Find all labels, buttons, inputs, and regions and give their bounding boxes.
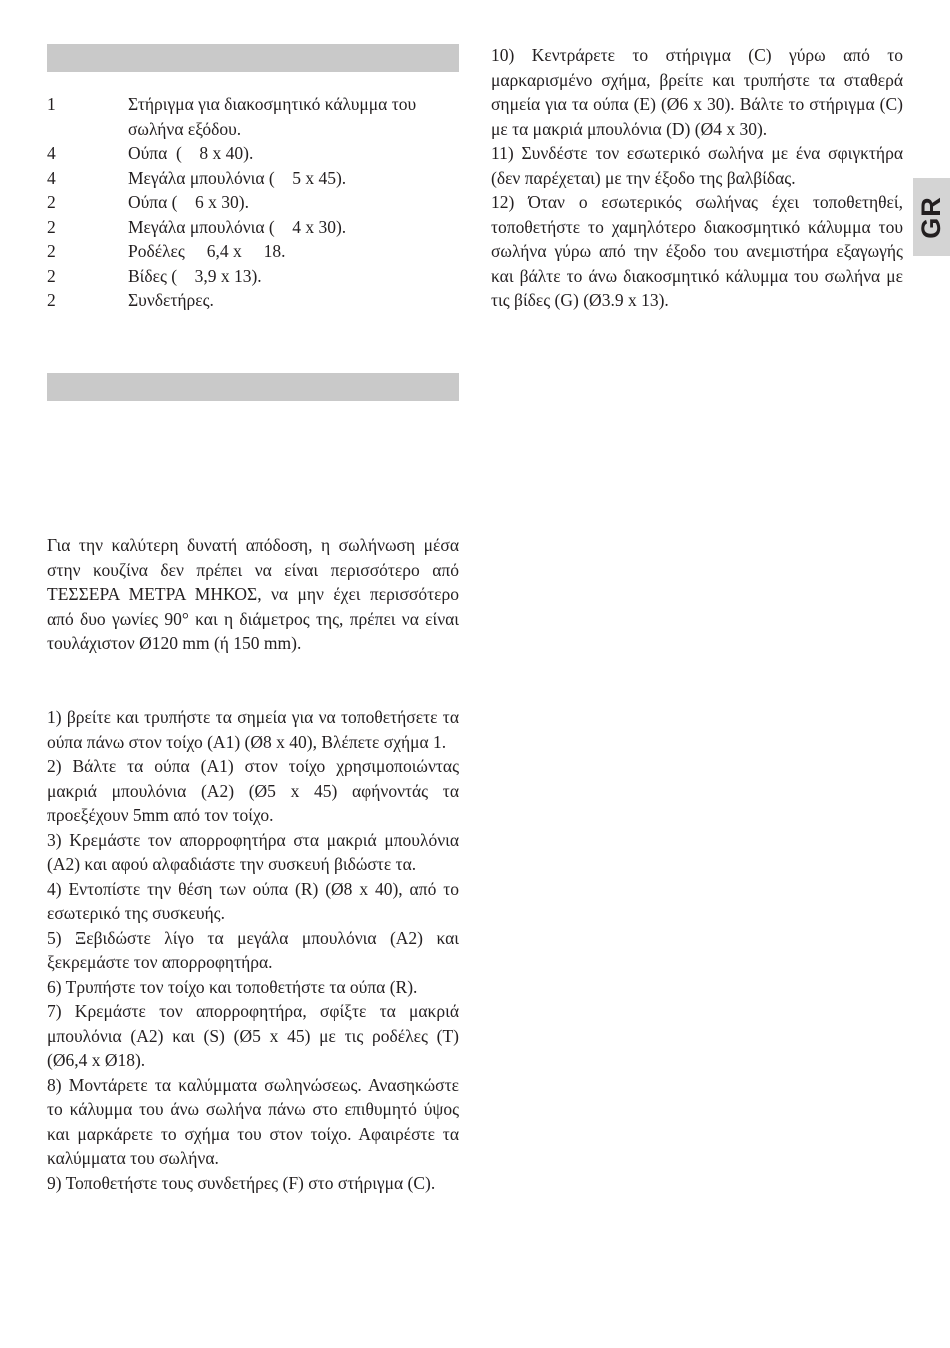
installation-steps-right bbox=[491, 43, 903, 313]
step-paragraph: 3) Κρεμάστε τον απορροφητήρα στα μακριά μπουλόνια (A2) και αφού αλφαδιάστε την συσκευή βιδώστε τα. bbox=[47, 829, 459, 874]
part-description: Μεγάλα μπουλόνια ( 5 x 45). bbox=[128, 167, 347, 188]
step-paragraph: 5) Ξεβιδώστε λίγο τα μεγάλα μπουλόνια (A2) και ξεκρεμάστε τον απορροφητήρα. bbox=[47, 927, 459, 972]
list-item bbox=[47, 215, 459, 240]
part-description: Βίδες ( 3,9 x 13). bbox=[128, 265, 262, 286]
step-paragraph: 10) Κεντράρετε το στήριγμα (C) γύρω από το μαρκαρισμένο σχήμα, βρείτε και τρυπήστε τα σταθερά σημεία για τα ούπα (E) (Ø6 x 30). Βάλτε το στήριγμα (C) με τα μακριά μπουλόνια (D) (Ø4 x 30). bbox=[491, 45, 903, 139]
part-quantity: 4 bbox=[47, 143, 56, 163]
part-quantity: 2 bbox=[47, 290, 56, 310]
step-paragraph: 1) βρείτε και τρυπήστε τα σημεία για να τοποθετήσετε τα ούπα πάνω στον τοίχο (A1) (Ø8 x 40), Βλέπετε σχήμα 1. bbox=[47, 707, 459, 752]
section-header-bar-installation bbox=[47, 373, 459, 401]
part-quantity: 2 bbox=[47, 241, 56, 261]
language-tab-label: GR bbox=[916, 195, 946, 239]
part-quantity: 2 bbox=[47, 216, 56, 237]
part-quantity: 2 bbox=[47, 192, 56, 212]
components-list bbox=[47, 92, 459, 313]
step-paragraph: 12) Όταν ο εσωτερικός σωλήνας έχει τοποθετηθεί, τοποθετήστε το χαμηλότερο διακοσμητικό κάλυμμα του σωλήνα γύρω από την έξοδο του ανεμιστήρα εξαγωγής και βάλτε το άνω διακοσμητικό κάλυμμα του σωλήνα με τις βίδες (G) (Ø3.9 x 13). bbox=[491, 192, 903, 310]
step-paragraph: 7) Κρεμάστε τον απορροφητήρα, σφίξτε τα μακριά μπουλόνια (A2) και (S) (Ø5 x 45) με τις ροδέλες (T) (Ø6,4 x Ø18). bbox=[47, 1001, 459, 1070]
step-paragraph: 8) Μοντάρετε τα καλύμματα σωληνώσεως. Ανασηκώστε το κάλυμμα του άνω σωλήνα πάνω στο επιθυμητό ύψος και μαρκάρετε το σχήμα του στον τοίχο. Αφαιρέστε τα καλύμματα του σωλήνα. bbox=[47, 1074, 459, 1168]
step-paragraph: 9) Τοποθετήστε τους συνδετήρες (F) στο στήριγμα (C). bbox=[47, 1172, 436, 1193]
part-description: Ροδέλες 6,4 x 18. bbox=[128, 241, 286, 261]
part-description: Μεγάλα μπουλόνια ( 4 x 30). bbox=[128, 216, 347, 237]
step-paragraph: 4) Εντοπίστε την θέση των ούπα (R) (Ø8 x 40), από το εσωτερικό της συσκευής. bbox=[47, 878, 459, 923]
part-quantity: 1 bbox=[47, 94, 56, 114]
list-item bbox=[47, 166, 459, 191]
part-description: Συνδετήρες. bbox=[128, 290, 214, 310]
step-paragraph: 2) Βάλτε τα ούπα (A1) στον τοίχο χρησιμοποιώντας μακριά μπουλόνια (A2) (Ø5 x 45) αφήνοντάς τα προεξέχουν 5mm από τον τοίχο. bbox=[47, 756, 459, 825]
part-description: Ούπα ( 8 x 40). bbox=[128, 143, 254, 163]
part-quantity: 4 bbox=[47, 167, 56, 188]
part-description: Στήριγμα για διακοσμητικό κάλυμμα του σωλήνα εξόδου. bbox=[128, 94, 421, 139]
step-paragraph: 11) Συνδέστε τον εσωτερικό σωλήνα με ένα σφιγκτήρα (δεν παρέχεται) με την έξοδο της βαλβίδας. bbox=[491, 143, 903, 188]
list-item bbox=[47, 239, 459, 264]
step-paragraph: 6) Τρυπήστε τον τοίχο και τοποθετήστε τα ούπα (R). bbox=[47, 976, 418, 997]
language-tab bbox=[913, 178, 950, 256]
list-item bbox=[47, 288, 459, 313]
list-item bbox=[47, 141, 459, 166]
section-header-bar-components bbox=[47, 44, 459, 72]
list-item bbox=[47, 92, 459, 141]
list-item bbox=[47, 264, 459, 289]
installation-steps-left bbox=[47, 705, 459, 1195]
intro-paragraph-block bbox=[47, 533, 459, 656]
part-description: Ούπα ( 6 x 30). bbox=[128, 192, 249, 212]
list-item bbox=[47, 190, 459, 215]
part-quantity: 2 bbox=[47, 265, 56, 286]
intro-paragraph: Για την καλύτερη δυνατή απόδοση, η σωλήνωση μέσα στην κουζίνα δεν πρέπει να είναι περισσότερο από ΤΕΣΣΕΡΑ ΜΕΤΡΑ ΜΗΚΟΣ, να μην έχει περισσότερο από δυο γωνίες 90° και η διάμετρος της, πρέπει να είναι τουλάχιστον Ø120 mm (ή 150 mm). bbox=[47, 535, 459, 653]
